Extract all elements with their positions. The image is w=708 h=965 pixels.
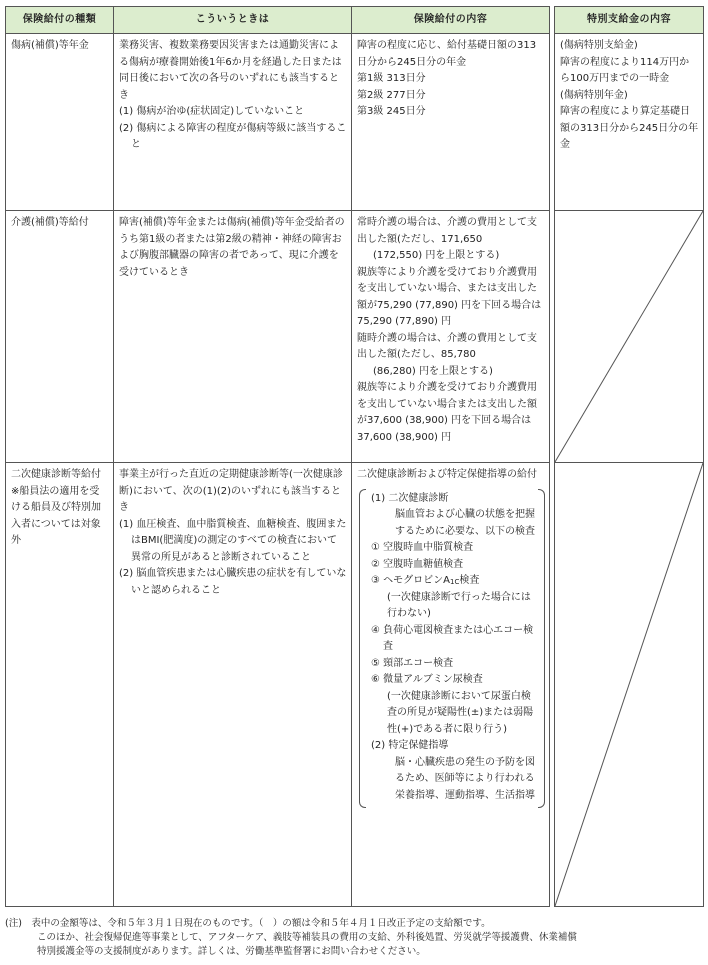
table-header-row (6, 7, 704, 34)
exam-item: ③ ヘモグロビンA1C検査 (371, 575, 480, 586)
special-cell (555, 34, 704, 211)
table-row (6, 34, 704, 211)
content-text: (172,550) 円を上限とする) (373, 250, 500, 261)
diagonal-slash (555, 211, 703, 462)
diagonal-slash (555, 463, 703, 906)
not-applicable-cell (555, 211, 704, 463)
when-condition: (1) 血圧検査、血中脂質検査、血糖検査、腹囲またはBMI(肥満度)の測定のすべての検査において異常の所見があると診断されていること (119, 518, 347, 563)
special-text: 障害の程度により114万円から100万円までの一時金 (560, 56, 690, 84)
footnote-line: (注) 表中の金額等は、令和５年３月１日現在のものです。（ ）の額は令和５年４月１日改正予定の支給額です。 (5, 918, 491, 929)
content-intro: 二次健康診断および特定保健指導の給付 (357, 469, 537, 480)
benefit-type-cell (6, 34, 114, 211)
exam-item: ① 空腹時血中脂質検査 (371, 542, 474, 553)
exam-item: ② 空腹時血糖値検査 (371, 558, 464, 570)
content-text: 第1級 313日分 (357, 73, 426, 84)
exam-item: ④ 負荷心電図検査または心エコー検査 (371, 624, 534, 652)
when-cell (114, 463, 352, 907)
benefit-type-cell (6, 211, 114, 463)
footnote-line: このほか、社会復帰促進等事業として、アフターケア、義肢等補装具の費用の支給、外科後処置、労災就学等援護費、休業補償 (37, 931, 577, 943)
when-text: 事業主が行った直近の定期健康診断等(一次健康診断)において、次の(1)(2)のいずれにも該当するとき (119, 469, 343, 513)
when-cell (114, 34, 352, 211)
not-applicable-cell (555, 463, 704, 907)
header-benefit-type: 保険給付の種類 (6, 7, 114, 34)
exam-item-note: (一次健康診断で行った場合には行わない) (387, 591, 531, 619)
content-cell (352, 34, 550, 211)
when-condition: (2) 傷病による障害の程度が傷病等級に該当すること (119, 122, 347, 150)
when-condition: (2) 脳血管疾患または心臓疾患の症状を有していないと認められること (119, 568, 347, 596)
content-cell (352, 463, 550, 907)
footnote-line: 特別援護金等の支援制度があります。詳しくは、労働基準監督署にお問い合わせください。 (37, 945, 426, 957)
benefit-type: 介護(補償)等給付 (11, 217, 89, 228)
content-text: 障害の程度に応じ、給付基礎日額の313日分から245日分の年金 (357, 40, 537, 68)
exam-item: ⑤ 頸部エコー検査 (371, 657, 454, 669)
exam-title: (1) 二次健康診断 (371, 492, 449, 504)
header-benefit-content: 保険給付の内容 (352, 7, 550, 34)
content-text: 親族等により介護を受けており介護費用を支出していない場合、または支出した額が75,290 (77,890) 円を下回る場合は75,290 (77,890) 円 (357, 266, 542, 327)
content-text: 第2級 277日分 (357, 89, 426, 101)
content-text: 常時介護の場合は、介護の費用として支出した額(ただし、171,650 (357, 217, 537, 245)
header-when: こういうときは (114, 7, 352, 34)
when-cell (114, 211, 352, 463)
exam-bracket (359, 489, 545, 809)
header-special-payment: 特別支給金の内容 (555, 7, 704, 34)
exam-desc: 脳血管および心臓の状態を把握するために必要な、以下の検査 (395, 509, 535, 537)
benefits-table (5, 6, 704, 907)
guidance-title: (2) 特定保健指導 (371, 740, 449, 751)
table-row (6, 463, 704, 907)
benefit-type-cell (6, 463, 114, 907)
guidance-desc: 脳・心臓疾患の発生の予防を図るため、医師等により行われる栄養指導、運動指導、生活指導 (395, 756, 535, 801)
benefit-type: 傷病(補償)等年金 (11, 40, 89, 51)
table-row (6, 211, 704, 463)
when-text: 業務災害、複数業務要因災害または通勤災害による傷病が療養開始後1年6か月を経過した日または同日後において次の各号のいずれにも該当するとき (119, 40, 342, 101)
benefit-type: 二次健康診断等給付 (11, 469, 101, 480)
content-text: (86,280) 円を上限とする) (373, 365, 493, 377)
special-text: 障害の程度により算定基礎日額の313日分から245日分の年金 (560, 106, 699, 150)
when-text: 障害(補償)等年金または傷病(補償)等年金受給者のうち第1級の者または第2級の精神・神経の障害および胸腹部臓器の障害の者であって、現に介護を受けているとき (119, 217, 345, 278)
content-text: 随時介護の場合は、介護の費用として支出した額(ただし、85,780 (357, 332, 537, 360)
when-condition: (1) 傷病が治ゆ(症状固定)していないこと (119, 106, 305, 117)
exam-item-note: (一次健康診断において尿蛋白検査の所見が疑陽性(±)または弱陽性(+)である者に限り行う) (387, 690, 534, 735)
special-text: (傷病特別年金) (560, 89, 628, 101)
benefit-type-note: ※船員法の適用を受ける船員及び特別加入者については対象外 (11, 485, 101, 546)
content-cell (352, 211, 550, 463)
footnotes (5, 917, 705, 958)
special-text: (傷病特別支給金) (560, 40, 638, 51)
exam-item: ⑥ 微量アルブミン尿検査 (371, 674, 483, 685)
content-text: 第3級 245日分 (357, 106, 426, 117)
content-text: 親族等により介護を受けており介護費用を支出していない場合または支出した額が37,600 (38,900) 円を下回る場合は37,600 (38,900) 円 (357, 382, 537, 443)
